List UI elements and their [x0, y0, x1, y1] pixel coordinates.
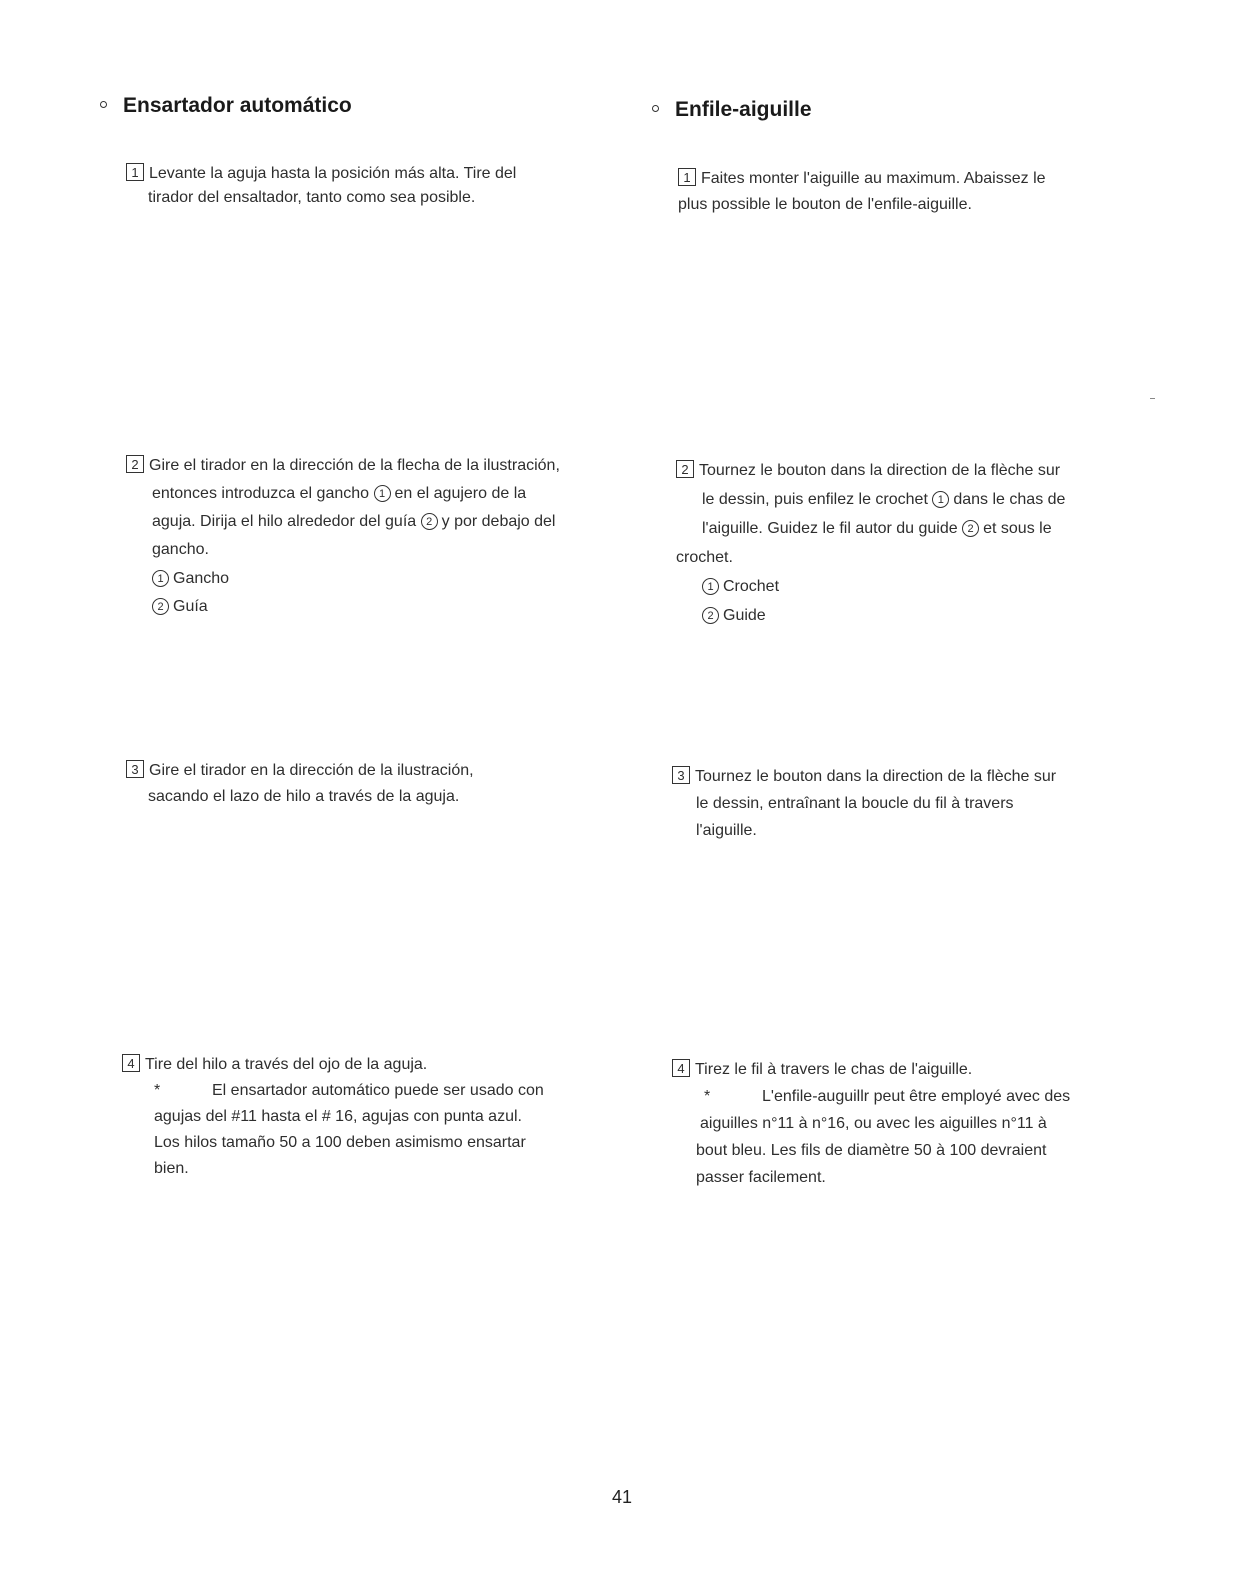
step-text: tirador del ensaltador, tanto como sea posible. [148, 189, 476, 206]
circled-number-icon: 1 [152, 570, 169, 587]
circled-number-icon: 2 [702, 607, 719, 624]
step-number-box: 2 [126, 455, 144, 473]
step-text: Levante la aguja hasta la posición más alta. Tire del [149, 165, 517, 182]
note-text: bout bleu. Les fils de diamètre 50 à 100 devraient [696, 1142, 1047, 1159]
step-number-box: 1 [126, 163, 144, 181]
step-text: Gire el tirador en la dirección de la ilustración, [149, 762, 474, 779]
step-text: et sous le [983, 520, 1052, 537]
note-text: El ensartador automático puede ser usado con [212, 1082, 544, 1099]
step-text: sacando el lazo de hilo a través de la aguja. [148, 788, 460, 805]
french-step-4 [672, 1056, 1070, 1191]
spanish-step-4 [122, 1052, 544, 1182]
bullet-icon [652, 105, 659, 112]
legend-label: Gancho [173, 570, 230, 587]
page-number: 41 [611, 1487, 633, 1507]
step-text: le dessin, puis enfilez le crochet [702, 491, 928, 508]
step-number-box: 4 [672, 1059, 690, 1077]
note-text: passer facilement. [696, 1169, 826, 1186]
legend-label: Guía [173, 598, 208, 615]
step-text: aguja. Dirija el hilo alrededor del guía [152, 513, 417, 530]
legend-label: Crochet [723, 578, 780, 595]
french-heading [652, 98, 812, 122]
circled-number-icon: 2 [421, 513, 438, 530]
french-heading-text: Enfile-aiguille [675, 98, 812, 121]
legend-item [676, 572, 1065, 602]
step-text: le dessin, entraînant la boucle du fil à travers [696, 795, 1014, 812]
step-text: Tire del hilo a través del ojo de la aguja. [145, 1056, 428, 1073]
french-step-1 [678, 166, 1046, 218]
note-text: L'enfile-auguillr peut être employé avec des [762, 1088, 1071, 1105]
spanish-step-1 [126, 162, 516, 210]
step-text: Gire el tirador en la dirección de la flecha de la ilustración, [149, 457, 560, 474]
step-text: Tournez le bouton dans la direction de la flèche sur [695, 768, 1057, 785]
step-text: l'aiguille. Guidez le fil autor du guide [702, 520, 958, 537]
note-text: agujas del #11 hasta el # 16, agujas con punta azul. [154, 1108, 522, 1125]
note-asterisk: * [154, 1082, 161, 1099]
circled-number-icon: 1 [374, 485, 391, 502]
french-step-2 [676, 456, 1065, 630]
circled-number-icon: 1 [702, 578, 719, 595]
step-number-box: 2 [676, 460, 694, 478]
step-text: entonces introduzca el gancho [152, 485, 370, 502]
legend-item [126, 564, 560, 594]
step-text: l'aiguille. [696, 822, 757, 839]
step-text: gancho. [152, 541, 209, 558]
legend-item [676, 602, 1065, 630]
step-text: Tirez le fil à travers le chas de l'aiguille. [695, 1061, 973, 1078]
legend-item [126, 594, 560, 620]
step-text: en el agujero de la [394, 485, 527, 502]
note-text: bien. [154, 1160, 189, 1177]
french-step-3 [672, 763, 1056, 844]
note-text: aiguilles n°11 à n°16, ou avec les aiguilles n°11 à [700, 1115, 1047, 1132]
note-text: Los hilos tamaño 50 a 100 deben asimismo ensartar [154, 1134, 526, 1151]
circled-number-icon: 2 [152, 598, 169, 615]
step-text: y por debajo del [441, 513, 556, 530]
circled-number-icon: 2 [962, 520, 979, 537]
note-asterisk: * [704, 1088, 711, 1105]
spanish-step-3 [126, 758, 474, 810]
legend-label: Guide [723, 607, 766, 624]
step-text: crochet. [676, 549, 733, 566]
step-text: dans le chas de [953, 491, 1066, 508]
spanish-step-2 [126, 452, 560, 620]
spanish-heading-text: Ensartador automático [123, 94, 352, 117]
scan-speck [1150, 398, 1155, 399]
step-number-box: 3 [126, 760, 144, 778]
step-number-box: 4 [122, 1054, 140, 1072]
spanish-heading [100, 94, 352, 118]
step-text: plus possible le bouton de l'enfile-aiguille. [678, 196, 972, 213]
step-text: Faites monter l'aiguille au maximum. Abaissez le [701, 170, 1046, 187]
step-number-box: 3 [672, 766, 690, 784]
circled-number-icon: 1 [932, 491, 949, 508]
bullet-icon [100, 101, 107, 108]
step-number-box: 1 [678, 168, 696, 186]
step-text: Tournez le bouton dans la direction de la flèche sur [699, 462, 1061, 479]
